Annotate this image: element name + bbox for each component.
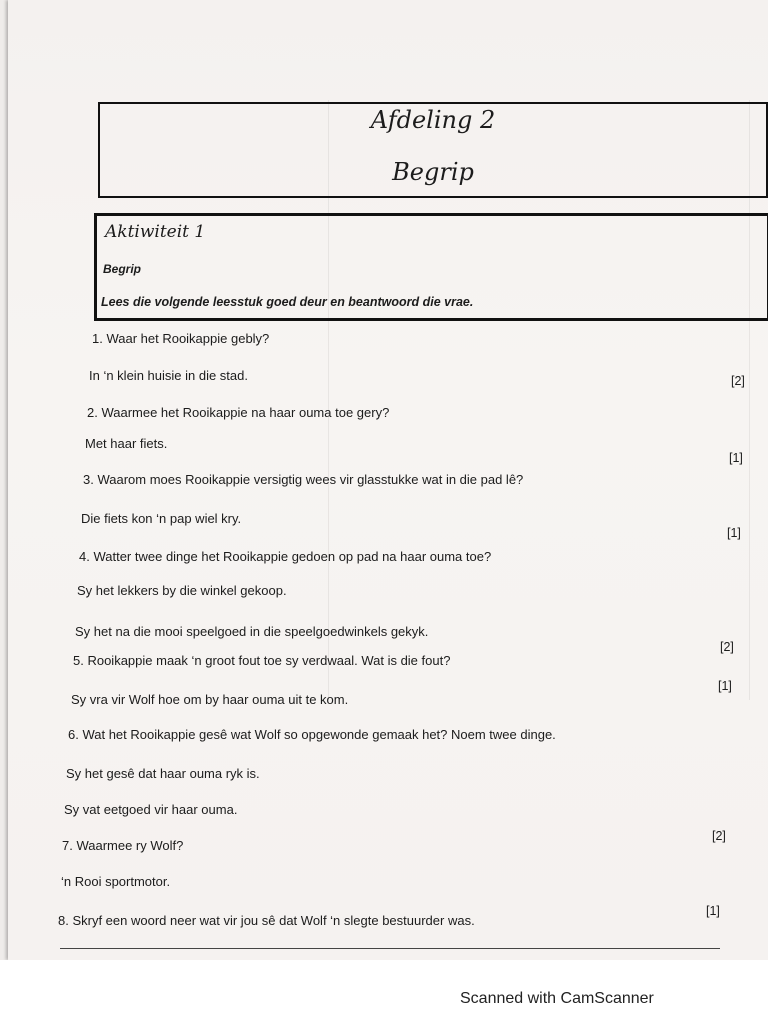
question-4: 4. Watter twee dinge het Rooikappie gedoen op pad na haar ouma toe? [79, 549, 492, 564]
question-6: 6. Wat het Rooikappie gesê wat Wolf so opgewonde gemaak het? Noem twee dinge. [68, 727, 556, 742]
question-3: 3. Waarom moes Rooikappie versigtig wees vir glasstukke wat in die pad lê? [83, 472, 524, 487]
mark-q3: [1] [727, 526, 741, 540]
activity-instruction: Lees die volgende leesstuk goed deur en beantwoord die vrae. [101, 295, 474, 309]
question-2: 2. Waarmee het Rooikappie na haar ouma toe gery? [87, 405, 390, 420]
bottom-rule [60, 948, 720, 949]
section-title-box [98, 102, 768, 198]
mark-q2: [1] [729, 451, 743, 465]
answer-3: Die fiets kon ‘n pap wiel kry. [81, 511, 242, 526]
activity-box [94, 213, 768, 321]
question-5: 5. Rooikappie maak ‘n groot fout toe sy verdwaal. Wat is die fout? [73, 653, 451, 668]
question-7: 7. Waarmee ry Wolf? [62, 838, 184, 853]
answer-4b: Sy het na die mooi speelgoed in die speelgoedwinkels gekyk. [75, 624, 429, 639]
camscanner-label: Scanned with CamScanner [460, 990, 654, 1007]
activity-subheading: Begrip [103, 262, 142, 276]
answer-4a: Sy het lekkers by die winkel gekoop. [77, 583, 287, 598]
answer-2: Met haar fiets. [85, 436, 168, 451]
answer-1: In ‘n klein huisie in die stad. [89, 368, 248, 383]
answer-6b: Sy vat eetgoed vir haar ouma. [64, 802, 238, 817]
answer-7: ‘n Rooi sportmotor. [61, 874, 171, 889]
mark-q6: [2] [712, 829, 726, 843]
mark-q4: [2] [720, 640, 734, 654]
mark-q5: [1] [718, 679, 732, 693]
answer-6a: Sy het gesê dat haar ouma ryk is. [66, 766, 260, 781]
mark-q7: [1] [706, 904, 720, 918]
question-8: 8. Skryf een woord neer wat vir jou sê dat Wolf ‘n slegte bestuurder was. [58, 913, 475, 928]
answer-5: Sy vra vir Wolf hoe om by haar ouma uit te kom. [71, 692, 349, 707]
section-subtitle: Begrip [392, 158, 474, 186]
activity-title: Aktiwiteit 1 [105, 222, 206, 242]
question-1: 1. Waar het Rooikappie gebly? [92, 331, 270, 346]
mark-q1: [2] [731, 374, 745, 388]
section-title: Afdeling 2 [370, 106, 496, 134]
